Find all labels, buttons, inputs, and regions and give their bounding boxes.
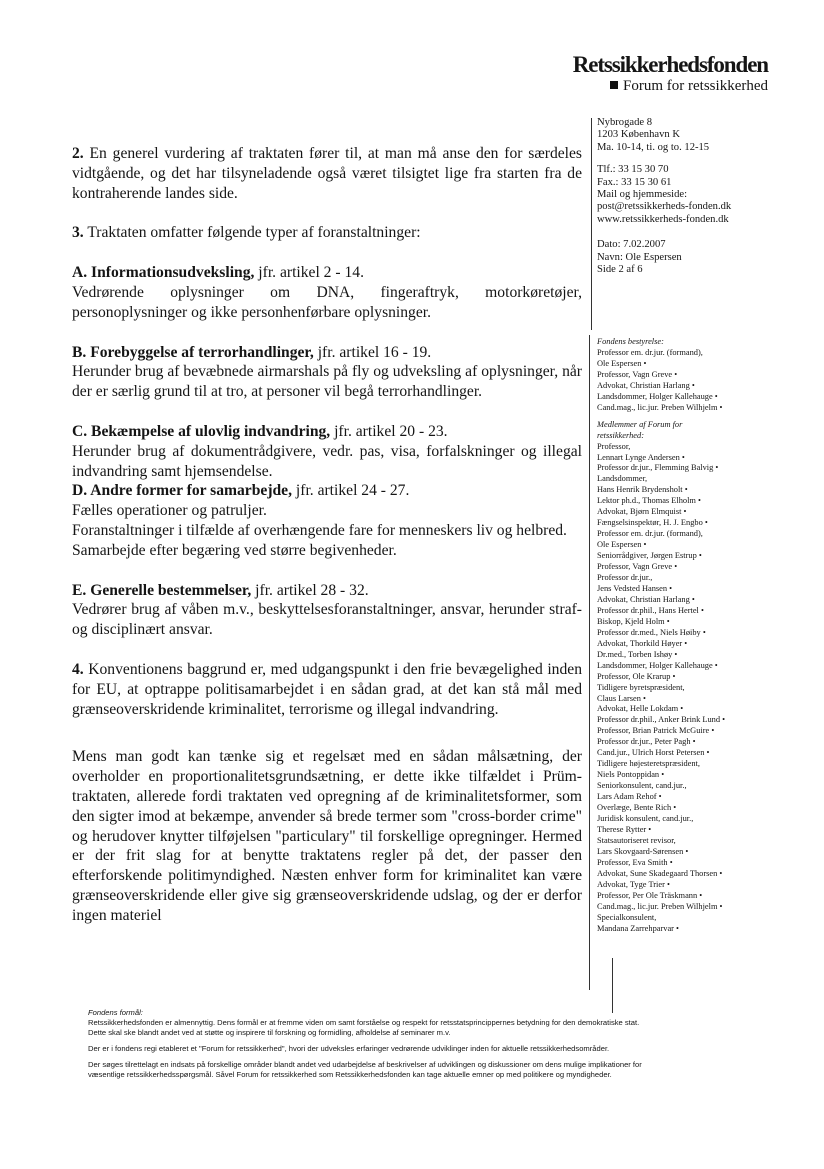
forum-member: Lars Adam Rehof •: [597, 792, 662, 802]
forum-member: Niels Pontoppidan •: [597, 770, 665, 780]
forum-member: Professor, Eva Smith •: [597, 857, 673, 867]
address-line-1: Nybrogade 8: [597, 117, 653, 128]
forum-member: Hans Henrik Brydensholt •: [597, 485, 688, 495]
forum-member: Lektor ph.d., Thomas Elholm •: [597, 496, 701, 506]
forum-member: Dr.med., Torben Ishøy •: [597, 649, 678, 659]
section-e-heading: [72, 581, 582, 601]
forum-member: Professor, Vagn Greve •: [597, 562, 678, 572]
forum-subtitle-text: Forum for retssikkerhed: [623, 78, 768, 94]
paragraph-3: [72, 223, 582, 243]
forum-member: Biskop, Kjeld Holm •: [597, 616, 670, 626]
forum-member: Professor, Brian Patrick McGuire •: [597, 726, 715, 736]
board-member: Ole Espersen •: [597, 358, 647, 368]
forum-member: Claus Larsen •: [597, 693, 646, 703]
forum-member: Professor,: [597, 441, 631, 451]
section-c-heading: [72, 422, 582, 442]
board-and-members: [597, 337, 819, 934]
forum-member: Professor, Per Ole Träskmann •: [597, 890, 703, 900]
forum-member: Lennart Lynge Andersen •: [597, 452, 685, 462]
forum-member: Tidligere højesteretspræsident,: [597, 759, 700, 769]
forum-member: Jens Vedsted Hansen •: [597, 583, 673, 593]
board-title: Fondens bestyrelse:: [597, 337, 664, 346]
forum-member: Advokat, Thorkild Høyer •: [597, 638, 688, 648]
section-b-heading: [72, 343, 582, 363]
forum-member: Advokat, Tyge Trier •: [597, 879, 670, 889]
board-member: Advokat, Christian Harlang •: [597, 380, 695, 390]
section-reference: jfr. artikel 16 - 19.: [313, 343, 432, 361]
members-list: [597, 442, 819, 935]
forum-member: Landsdommer,: [597, 474, 648, 484]
board-member: Professor, Vagn Greve •: [597, 369, 678, 379]
forum-member: Advokat, Sune Skadegaard Thorsen •: [597, 868, 723, 878]
author-name: Navn: Ole Espersen: [597, 251, 682, 263]
forum-member: Cand.mag., lic.jur. Preben Wilhjelm •: [597, 901, 723, 911]
section-a-heading: [72, 263, 582, 283]
footer-line-5: væsentlige retssikkerhedsspørgsmål. Såvel Forum for retssikkerhed som Retssikkerhedsfonden kan tage aktuelle emner op med politikere og myndigheder.: [88, 1070, 612, 1079]
section-title: C. Bekæmpelse af ulovlig indvandring,: [72, 422, 331, 440]
forum-member: Fængselsinspektør, H. J. Engbo •: [597, 518, 708, 528]
board-member: Professor em. dr.jur. (formand),: [597, 347, 703, 357]
square-bullet-icon: [610, 81, 618, 89]
fax-number: Fax.: 33 15 30 61: [597, 176, 672, 188]
forum-member: Ole Espersen •: [597, 540, 647, 550]
section-a-text: Vedrørende oplysninger om DNA, fingeraftryk, motorkøretøjer, personoplysninger og ikke personhenførbare oplysninger.: [72, 283, 582, 321]
forum-member: Juridisk konsulent, cand.jur.,: [597, 813, 694, 823]
section-reference: jfr. artikel 24 - 27.: [292, 482, 410, 500]
forum-subtitle: [560, 78, 768, 95]
section-d-text-3: Samarbejde efter begæring ved større begivenheder.: [72, 541, 397, 559]
paragraph-text: Traktaten omfatter følgende typer af foranstaltninger:: [83, 224, 421, 242]
footer-line-3: Der er i fondens regi etableret et "Forum for retssikkerhed", hvori der udveksles erfaringer vedrørende udviklinger inden for aktuelle retssikkerhedsområder.: [88, 1044, 610, 1053]
footer-line-2: Dette skal ske blandt andet ved at støtte og inspirere til forskning og formidling, afholdelse af seminarer m.v.: [88, 1028, 451, 1037]
board-member: Cand.mag., lic.jur. Preben Wilhjelm •: [597, 402, 723, 412]
section-title: B. Forebyggelse af terrorhandlinger,: [72, 343, 314, 361]
forum-member: Seniorkonsulent, cand.jur.,: [597, 781, 687, 791]
section-d-text-2: Foranstaltninger i tilfælde af overhængende fare for menneskers liv og helbred.: [72, 521, 567, 539]
forum-member: Advokat, Helle Lokdam •: [597, 704, 684, 714]
paragraph-text: En generel vurdering af traktaten fører til, at man må anse den for særdeles vidtgående, og det har tilsyneladende også været tilsigtet lige fra starten fra de kontraherende landes side.: [72, 145, 582, 202]
footer-divider: [612, 958, 613, 1013]
section-reference: jfr. artikel 28 - 32.: [251, 581, 369, 599]
forum-member: Tidligere byretspræsident,: [597, 682, 685, 692]
section-b-text: Herunder brug af bevæbnede airmarshals på fly og udveksling af oplysninger, når der er særlig grund til at tro, at personer vil begå terrorhandlinger.: [72, 363, 582, 401]
document-date: Dato: 7.02.2007: [597, 239, 666, 251]
forum-member: Specialkonsulent,: [597, 912, 657, 922]
footer-title: Fondens formål:: [88, 1008, 143, 1017]
members-title-1: Medlemmer af Forum for: [597, 419, 683, 429]
section-title: A. Informationsudveksling,: [72, 264, 255, 282]
footer-line-1: Retssikkerhedsfonden er almennyttig. Dens formål er at fremme viden om samt forståelse og respekt for retsstatsprincippernes betydning for den demokratiske stat.: [88, 1018, 640, 1027]
forum-member: Cand.jur., Ulrich Horst Petersen •: [597, 748, 710, 758]
forum-member: Advokat, Bjørn Elmquist •: [597, 507, 687, 517]
forum-member: Professor dr.jur., Peter Pagh •: [597, 737, 696, 747]
board-member: Landsdommer, Holger Kallehauge •: [597, 391, 718, 401]
sidebar-divider-main: [589, 335, 590, 990]
section-title: E. Generelle bestemmelser,: [72, 581, 252, 599]
forum-member: Advokat, Christian Harlang •: [597, 594, 695, 604]
paragraph-5: Mens man godt kan tænke sig et regelsæt med en sådan målsætning, der overholder en proportionalitetsgrundsætning, er dette ikke tilfældet i Prüm-traktaten, allerede fordi traktaten ved opregning af de kriminalitetsformer, som den sigter imod at bekæmpe, anvender så brede termer som "cross-border crime" og herudover knytter tilføjelsen "particulary" til forskellige opregninger. Hermed er der frit slag for at benytte traktatens regler på det, der passer den efterforskende politimyndighed. Næsten enhver form for kriminalitet kan være grænseoverskridende eller give sig grænseoverskridende udslag, og der er derfor ingen materiel: [72, 748, 582, 924]
forum-member: Overlæge, Bente Rich •: [597, 803, 677, 813]
opening-hours: Ma. 10-14, ti. og to. 12-15: [597, 141, 710, 153]
phone-number: Tlf.: 33 15 30 70: [597, 164, 669, 176]
paragraph-2: [72, 144, 582, 203]
forum-member: Landsdommer, Holger Kallehauge •: [597, 660, 718, 670]
section-reference: jfr. artikel 2 - 14.: [254, 264, 364, 282]
forum-member: Professor em. dr.jur. (formand),: [597, 529, 703, 539]
forum-member: Professor, Ole Krarup •: [597, 671, 676, 681]
section-d-heading: [72, 481, 582, 501]
paragraph-number: 2.: [72, 145, 84, 162]
email-address: post@retssikkerheds-fonden.dk: [597, 201, 732, 213]
sidebar-divider-top: [591, 118, 592, 330]
forum-member: Professor dr.jur., Flemming Balvig •: [597, 463, 719, 473]
forum-member: Lars Skovgaard-Sørensen •: [597, 846, 689, 856]
paragraph-number: 3.: [72, 224, 84, 242]
forum-member: Statsautoriseret revisor,: [597, 835, 676, 845]
mail-label: Mail og hjemmeside:: [597, 189, 688, 201]
section-title: D. Andre former for samarbejde,: [72, 482, 293, 500]
organization-name: Retssikkerhedsfonden: [572, 52, 768, 77]
section-c-text: Herunder brug af dokumentrådgivere, vedr. pas, visa, forfalskninger og illegal indvandring samt hjemsendelse.: [72, 442, 582, 480]
members-title-2: retssikkerhed:: [597, 430, 644, 440]
address-line-2: 1203 København K: [597, 129, 680, 141]
forum-member: Professor dr.jur.,: [597, 573, 653, 583]
forum-member: Professor dr.med., Niels Høiby •: [597, 627, 706, 637]
paragraph-number: 4.: [72, 660, 84, 678]
paragraph-4: [72, 660, 582, 719]
page-number: Side 2 af 6: [597, 264, 643, 276]
footer-line-4: Der søges tilrettelagt en indsats på forskellige områder blandt andet ved udarbejdelse af beskrivelser af udviklingen og diskussioner om dens mulige implikationer for: [88, 1060, 642, 1069]
footer-purpose: [88, 1008, 748, 1080]
forum-member: Therese Rytter •: [597, 824, 652, 834]
website-address: www.retssikkerheds-fonden.dk: [597, 213, 729, 225]
forum-member: Professor dr.phil., Anker Brink Lund •: [597, 715, 726, 725]
section-reference: jfr. artikel 20 - 23.: [330, 422, 448, 440]
forum-member: Mandana Zarrehparvar •: [597, 923, 679, 933]
letter-body: [72, 144, 582, 926]
board-list: [597, 348, 819, 414]
paragraph-text: Konventionens baggrund er, med udgangspunkt i den frie bevægelighed inden for EU, at optrappe politisamarbejdet i en sådan grad, at det kan stå mål med grænseoverskridende kriminalitet, terrorisme og illegal indvandring.: [72, 660, 582, 718]
contact-block: [597, 117, 812, 276]
forum-member: Seniorrådgiver, Jørgen Estrup •: [597, 551, 702, 561]
section-d-text-1: Fælles operationer og patruljer.: [72, 502, 267, 520]
section-e-text: Vedrører brug af våben m.v., beskyttelsesforanstaltninger, ansvar, herunder straf- og disciplinært ansvar.: [72, 601, 582, 639]
forum-member: Professor dr.phil., Hans Hertel •: [597, 605, 704, 615]
